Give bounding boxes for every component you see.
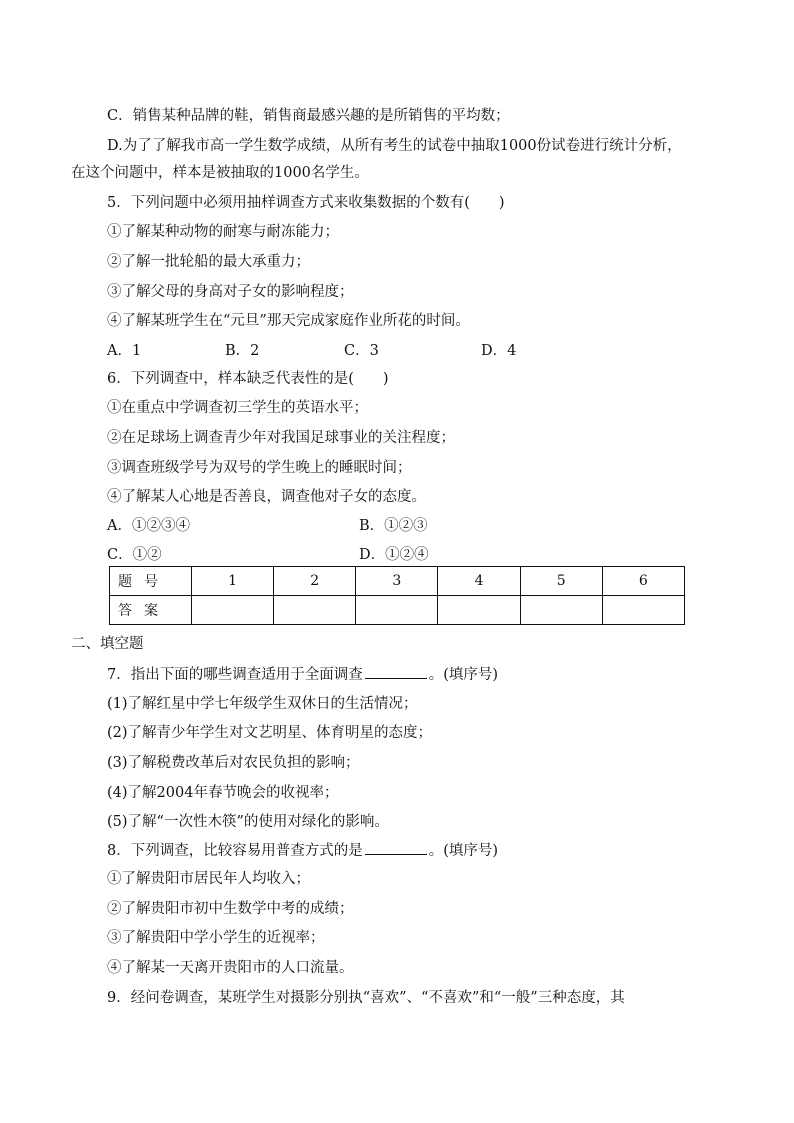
q6-item-3: ③调查班级学号为双号的学生晚上的睡眠时间； [107, 460, 412, 476]
q7-item-1: (1)了解红星中学七年级学生双休日的生活情况； [107, 696, 418, 712]
q5-choice-c: C．3 [344, 343, 379, 359]
q8-answer-blank[interactable] [365, 840, 427, 855]
table-number-1: 1 [192, 567, 274, 596]
q8-stem-suffix: 。(填序号) [428, 843, 499, 859]
q6-item-1: ①在重点中学调查初三学生的英语水平； [107, 400, 368, 416]
q7-stem-text: 7．指出下面的哪些调查适用于全面调查 [107, 667, 363, 683]
q5-item-1: ①了解某种动物的耐寒与耐冻能力； [107, 224, 339, 240]
table-number-2: 2 [274, 567, 356, 596]
q7-item-2: (2)了解青少年学生对文艺明星、体育明星的态度； [107, 725, 433, 741]
answer-table-header-row [110, 567, 685, 596]
q9-stem: 9．经问卷调查，某班学生对摄影分别执“喜欢”、“不喜欢”和“一般”三种态度，其 [107, 990, 625, 1006]
q6-stem: 6．下列调查中，样本缺乏代表性的是( ) [107, 371, 389, 387]
table-header-question-no: 题号 [110, 567, 192, 596]
q6-choice-d: D．①②④ [359, 547, 429, 563]
q4-option-d-line2: 在这个问题中，样本是被抽取的1000名学生。 [71, 165, 369, 181]
q7-item-3: (3)了解税费改革后对农民负担的影响； [107, 755, 360, 771]
q7-stem [107, 664, 498, 685]
q5-choice-a: A．1 [107, 343, 142, 359]
q5-choice-d: D．4 [481, 343, 517, 359]
table-number-3: 3 [356, 567, 438, 596]
answer-cell-6[interactable] [602, 596, 684, 625]
table-number-4: 4 [438, 567, 520, 596]
answer-cell-5[interactable] [520, 596, 602, 625]
q7-stem-suffix: 。(填序号) [428, 667, 499, 683]
answer-cell-4[interactable] [438, 596, 520, 625]
section-title-fill-in: 二、填空题 [71, 636, 144, 652]
q8-item-1: ①了解贵阳市居民年人均收入； [107, 871, 310, 887]
answer-table-answer-row [110, 596, 685, 625]
answer-cell-3[interactable] [356, 596, 438, 625]
table-header-answer: 答案 [110, 596, 192, 625]
q6-item-4: ④了解某人心地是否善良，调查他对子女的态度。 [107, 489, 426, 505]
q7-item-5: (5)了解“一次性木筷”的使用对绿化的影响。 [107, 814, 389, 830]
q6-item-2: ②在足球场上调查青少年对我国足球事业的关注程度； [107, 430, 455, 446]
q5-item-4: ④了解某班学生在“元旦”那天完成家庭作业所花的时间。 [107, 313, 470, 329]
q5-choice-b: B．2 [225, 343, 260, 359]
q5-stem: 5．下列问题中必须用抽样调查方式来收集数据的个数有( ) [107, 195, 505, 211]
q8-item-4: ④了解某一天离开贵阳市的人口流量。 [107, 960, 354, 976]
q5-item-3: ③了解父母的身高对子女的影响程度； [107, 284, 354, 300]
q8-item-2: ②了解贵阳市初中生数学中考的成绩； [107, 901, 354, 917]
q4-option-c: C．销售某种品牌的鞋，销售商最感兴趣的是所销售的平均数； [107, 108, 510, 124]
q5-item-2: ②了解一批轮船的最大承重力； [107, 254, 310, 270]
q8-stem-text: 8．下列调查，比较容易用普查方式的是 [107, 843, 363, 859]
q8-item-3: ③了解贵阳中学小学生的近视率； [107, 930, 325, 946]
q7-answer-blank[interactable] [365, 664, 427, 679]
q4-option-d-line1: D.为了了解我市高一学生数学成绩，从所有考生的试卷中抽取1000份试卷进行统计分析， [107, 138, 682, 154]
q7-item-4: (4)了解2004年春节晚会的收视率； [107, 785, 339, 801]
q6-choice-c: C．①② [107, 547, 162, 563]
answer-table [109, 566, 685, 625]
table-number-5: 5 [520, 567, 602, 596]
q6-choice-b: B．①②③ [359, 518, 428, 534]
answer-cell-2[interactable] [274, 596, 356, 625]
answer-cell-1[interactable] [192, 596, 274, 625]
q8-stem [107, 840, 498, 861]
table-number-6: 6 [602, 567, 684, 596]
q6-choice-a: A．①②③④ [107, 518, 190, 534]
